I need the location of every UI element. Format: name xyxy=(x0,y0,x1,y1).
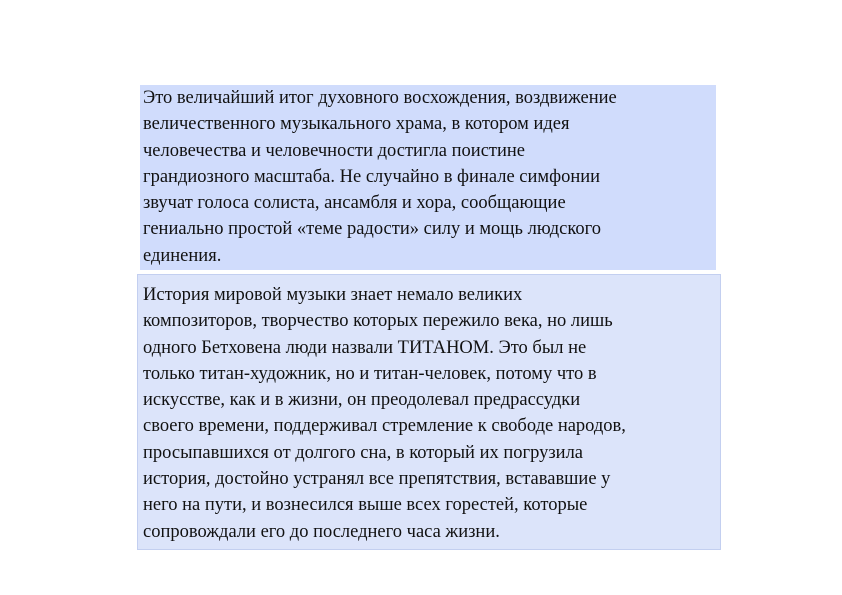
paragraph-finale-symphony: Это величайший итог духовного восхождения, воздвижение величественного музыкального храма, в котором идея человечества и человечности достигла поистине грандиозного масштаба. Не случайно в финале симфонии звучат голоса солиста, ансамбля и хора, сообщающие гениально простой «теме радости» силу и мощь людского единения. xyxy=(140,85,716,270)
paragraph-beethoven-titan: История мировой музыки знает немало великих композиторов, творчество которых пережило века, но лишь одного Бетховена люди назвали ТИТАНОМ. Это был не только титан-художник, но и титан-человек, потому что в искусстве, как и в жизни, он преодолевал предрассудки своего времени, поддерживал стремление к свободе народов, просыпавшихся от долгого сна, в который их погрузила история, достойно устранял все препятствия, встававшие у него на пути, и вознесился выше всех горестей, которые сопровождали его до последнего часа жизни. xyxy=(137,274,721,550)
